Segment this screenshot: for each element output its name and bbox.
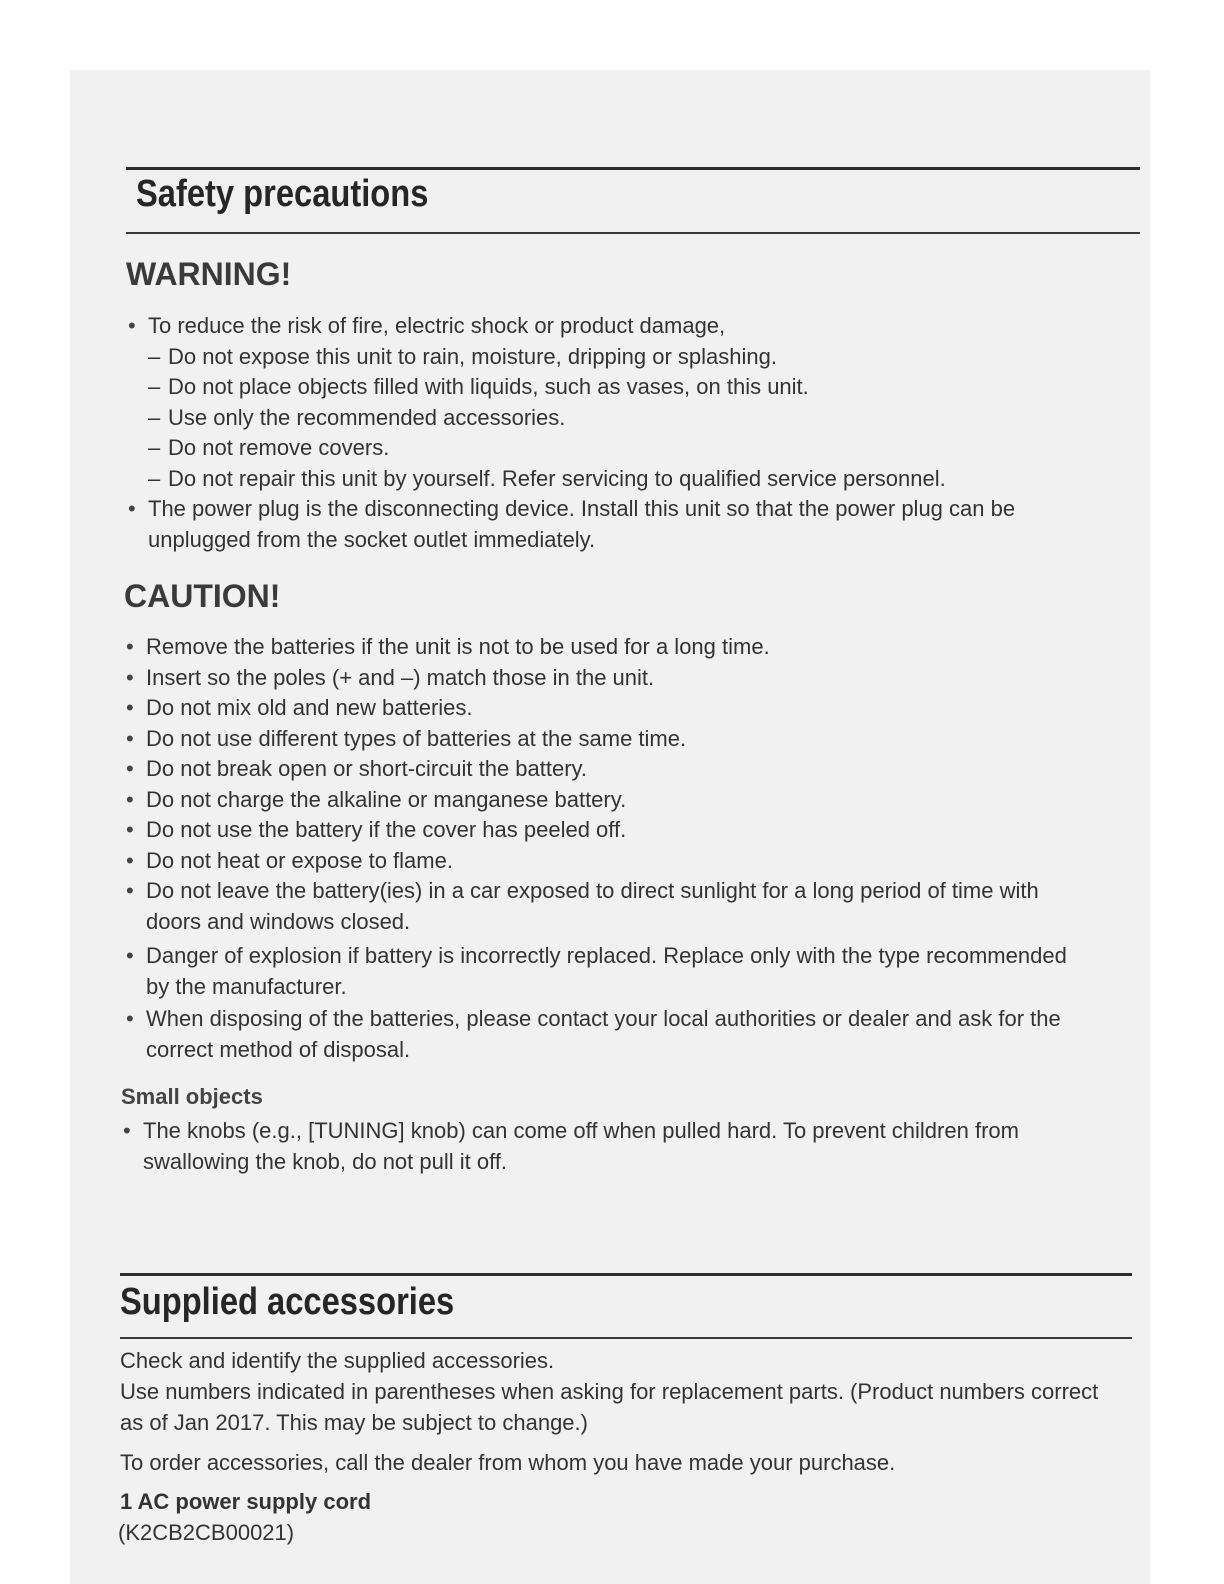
caution-item-text: Do not use different types of batteries at the same time. — [146, 725, 687, 751]
caution-item-text: Do not use the battery if the cover has peeled off. — [146, 817, 627, 842]
caution-item-text: Do not heat or expose to flame. — [146, 847, 453, 873]
sublist-item-text: Do not repair this unit by yourself. Refer servicing to qualified service personnel. — [168, 465, 946, 491]
dash-icon: – — [148, 374, 161, 399]
sublist-item-text: Do not place objects filled with liquids, such as vases, on this unit. — [168, 374, 809, 399]
list-item — [124, 724, 1114, 755]
bullet-icon: • — [126, 943, 134, 968]
accessories-note: Use numbers indicated in parentheses when asking for replacement parts. (Product numbers correct as of Jan 2017. This may be subject to change.) — [120, 1379, 1099, 1435]
caution-item-text: Do not leave the battery(ies) in a car exposed to direct sunlight for a long period of time with doors and windows closed. — [146, 878, 1039, 934]
list-item — [124, 876, 1114, 937]
dash-icon: – — [148, 404, 161, 430]
sublist-item-text: Use only the recommended accessories. — [168, 404, 566, 430]
caution-item-text: Do not mix old and new batteries. — [146, 695, 473, 720]
bullet-icon: • — [123, 1118, 131, 1143]
sublist-item — [148, 464, 1126, 495]
list-item — [124, 754, 1114, 785]
caution-item-text: When disposing of the batteries, please contact your local authorities or dealer and ask for the correct method of disposal. — [146, 1006, 1061, 1062]
accessories-order-info: To order accessories, call the dealer from whom you have made your purchase. — [120, 1450, 896, 1475]
dash-icon: – — [148, 465, 161, 491]
caution-list — [124, 632, 1114, 1065]
list-item — [124, 1004, 1114, 1065]
list-item — [126, 311, 1126, 494]
sublist-item — [148, 372, 1126, 403]
bullet-icon: • — [126, 878, 134, 903]
small-objects-item-text: The knobs (e.g., [TUNING] knob) can come off when pulled hard. To prevent children from swallowing the knob, do not pull it off. — [143, 1118, 1019, 1174]
list-item — [124, 785, 1114, 816]
warning-sublist — [148, 342, 1126, 495]
bullet-icon: • — [128, 313, 136, 338]
section-bottom-rule — [120, 1337, 1132, 1339]
sublist-item-text: Do not expose this unit to rain, moisture, dripping or splashing. — [168, 343, 777, 369]
dash-icon: – — [148, 343, 161, 369]
warning-item-text: The power plug is the disconnecting device. Install this unit so that the power plug can be unplugged from the socket outlet immediately. — [148, 496, 1016, 552]
list-item — [121, 1116, 1131, 1177]
section-title-accessories: Supplied accessories — [120, 1281, 455, 1323]
dash-icon: – — [148, 435, 161, 460]
section-bottom-rule — [126, 232, 1140, 234]
sublist-item — [148, 403, 1126, 434]
list-item — [124, 846, 1114, 877]
list-item — [124, 941, 1114, 1002]
caution-item-text: Remove the batteries if the unit is not to be used for a long time. — [146, 634, 770, 659]
caution-item-text: Danger of explosion if battery is incorrectly replaced. Replace only with the type recommended by the manufacturer. — [146, 943, 1067, 999]
warning-heading: WARNING! — [126, 256, 292, 292]
small-objects-heading: Small objects — [121, 1084, 263, 1109]
sublist-item — [148, 342, 1126, 373]
bullet-icon: • — [126, 725, 134, 751]
bullet-icon: • — [126, 847, 134, 873]
list-item — [124, 815, 1114, 846]
small-objects-list — [121, 1116, 1131, 1177]
accessory-item-name: 1 AC power supply cord — [120, 1489, 372, 1514]
bullet-icon: • — [126, 664, 134, 690]
section-top-rule — [126, 167, 1140, 170]
caution-item-text: Do not break open or short-circuit the battery. — [146, 756, 588, 781]
section-title-safety: Safety precautions — [136, 173, 429, 215]
bullet-icon: • — [126, 634, 134, 659]
list-item — [124, 663, 1114, 694]
sublist-item — [148, 433, 1126, 464]
accessories-intro: Check and identify the supplied accessories. — [120, 1348, 555, 1373]
list-item — [126, 494, 1126, 555]
bullet-icon: • — [128, 496, 136, 521]
bullet-icon: • — [126, 786, 134, 812]
list-item — [124, 693, 1114, 724]
warning-list — [126, 311, 1126, 555]
list-item — [124, 632, 1114, 663]
bullet-icon: • — [126, 756, 134, 781]
bullet-icon: • — [126, 1006, 134, 1031]
caution-item-text: Do not charge the alkaline or manganese battery. — [146, 786, 627, 812]
section-top-rule — [120, 1273, 1132, 1276]
caution-heading: CAUTION! — [124, 578, 281, 614]
caution-item-text: Insert so the poles (+ and –) match those in the unit. — [146, 664, 655, 690]
bullet-icon: • — [126, 817, 134, 842]
accessory-item-number: (K2CB2CB00021) — [118, 1520, 295, 1545]
warning-item-text: To reduce the risk of fire, electric shock or product damage, — [148, 313, 726, 338]
bullet-icon: • — [126, 695, 134, 720]
sublist-item-text: Do not remove covers. — [168, 435, 390, 460]
